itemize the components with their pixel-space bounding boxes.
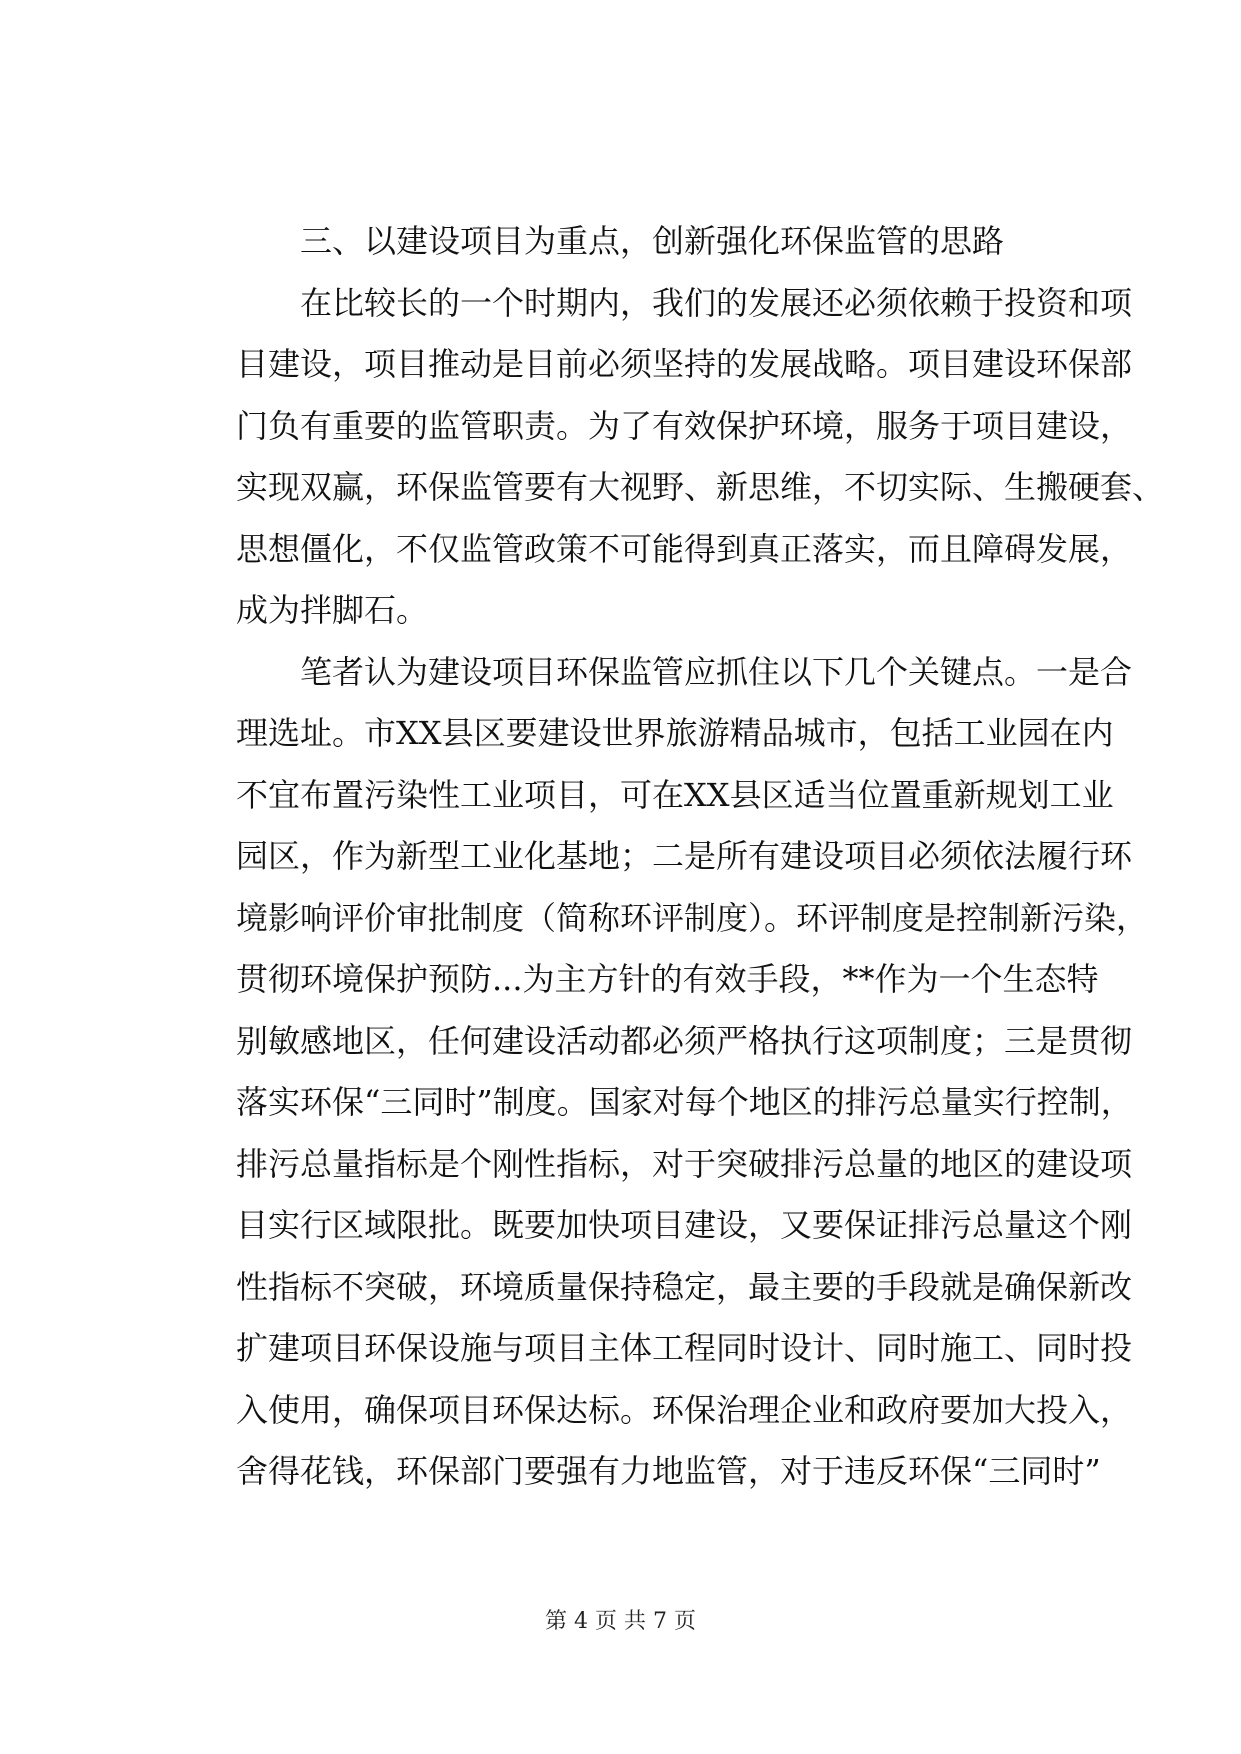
paragraph-1 <box>236 273 1165 642</box>
document-body <box>236 211 1165 1503</box>
paragraph-line: 性指标不突破，环境质量保持稳定，最主要的手段就是确保新改 <box>236 1267 1133 1306</box>
paragraph-line: 别敏感地区，任何建设活动都必须严格执行这项制度；三是贯彻 <box>236 1021 1133 1060</box>
paragraph-line: 入使用，确保项目环保达标。环保治理企业和政府要加大投入， <box>236 1390 1133 1429</box>
paragraph-line: 目建设，项目推动是目前必须坚持的发展战略。项目建设环保部 <box>236 345 1133 383</box>
paragraph-line: 笔者认为建设项目环保监管应抓住以下几个关键点。一是合 <box>300 652 1133 691</box>
paragraph-line: 理选址。市XX县区要建设世界旅游精品城市，包括工业园在内 <box>236 714 1114 752</box>
paragraph-2 <box>236 642 1149 1503</box>
section-heading: 三、以建设项目为重点，创新强化环保监管的思路 <box>300 222 1005 260</box>
paragraph-line: 贯彻环境保护预防...为主方针的有效手段，**作为一个生态特 <box>236 960 1099 998</box>
paragraph-line: 扩建项目环保设施与项目主体工程同时设计、同时施工、同时投 <box>236 1329 1133 1367</box>
paragraph-line: 园区，作为新型工业化基地；二是所有建设项目必须依法履行环 <box>236 837 1133 875</box>
paragraph-line: 排污总量指标是个刚性指标，对于突破排污总量的地区的建设项 <box>236 1144 1133 1183</box>
paragraph-line: 实现双赢，环保监管要有大视野、新思维，不切实际、生搬硬套、 <box>236 468 1165 506</box>
paragraph-line: 成为拌脚石。 <box>236 591 429 629</box>
paragraph-line: 舍得花钱，环保部门要强有力地监管，对于违反环保“三同时” <box>236 1452 1101 1490</box>
paragraph-line: 思想僵化，不仅监管政策不可能得到真正落实，而且障碍发展， <box>236 529 1133 568</box>
paragraph-line: 境影响评价审批制度（简称环评制度）。环评制度是控制新污染， <box>236 898 1149 937</box>
paragraph-line: 门负有重要的监管职责。为了有效保护环境，服务于项目建设， <box>236 406 1133 445</box>
paragraph-line: 在比较长的一个时期内，我们的发展还必须依赖于投资和项 <box>300 283 1133 322</box>
paragraph-line: 落实环保“三同时”制度。国家对每个地区的排污总量实行控制， <box>236 1083 1133 1121</box>
page-number-footer: 第 4 页 共 7 页 <box>545 1609 696 1634</box>
paragraph-line: 不宜布置污染性工业项目，可在XX县区适当位置重新规划工业 <box>236 775 1114 814</box>
paragraph-line: 目实行区域限批。既要加快项目建设，又要保证排污总量这个刚 <box>236 1206 1133 1244</box>
